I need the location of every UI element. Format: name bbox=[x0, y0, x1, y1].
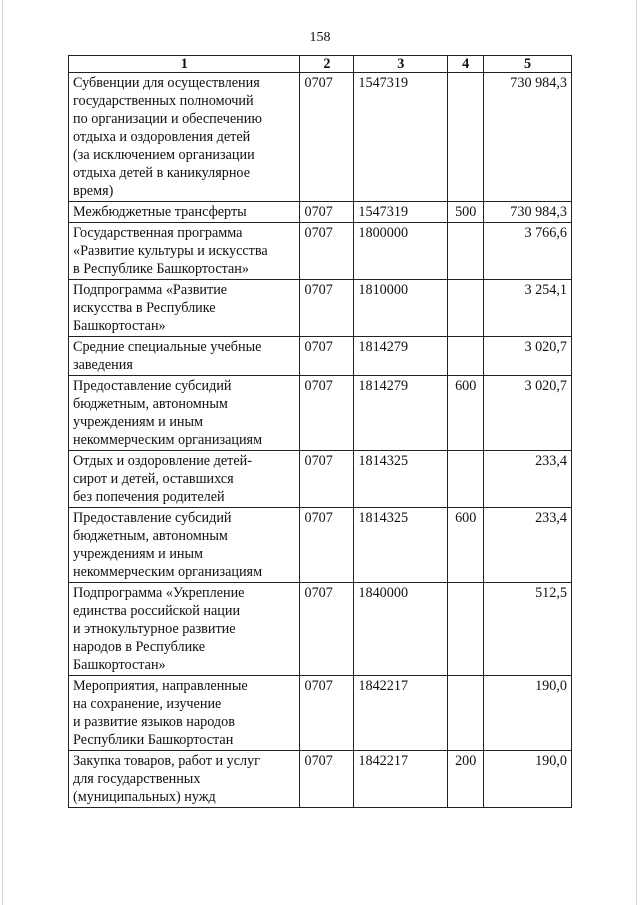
header-cell-5: 5 bbox=[484, 56, 572, 73]
row-target: 1814325 bbox=[354, 451, 448, 508]
table-row bbox=[69, 508, 572, 583]
scan-edge-left bbox=[2, 0, 3, 905]
row-section: 0707 bbox=[300, 202, 354, 223]
table-row bbox=[69, 223, 572, 280]
row-section: 0707 bbox=[300, 73, 354, 202]
header-cell-2: 2 bbox=[300, 56, 354, 73]
row-amount: 3 020,7 bbox=[484, 337, 572, 376]
row-section: 0707 bbox=[300, 223, 354, 280]
row-type bbox=[448, 676, 484, 751]
row-name: Предоставление субсидий бюджетным, автономным учреждениям и иным некоммерческим организациям bbox=[69, 376, 300, 451]
header-cell-4: 4 bbox=[448, 56, 484, 73]
row-name: Подпрограмма «Укрепление единства российской нации и этнокультурное развитие народов в Республике Башкортостан» bbox=[69, 583, 300, 676]
row-section: 0707 bbox=[300, 751, 354, 808]
row-section: 0707 bbox=[300, 280, 354, 337]
table-row bbox=[69, 280, 572, 337]
row-target: 1842217 bbox=[354, 676, 448, 751]
row-target: 1842217 bbox=[354, 751, 448, 808]
row-name: Межбюджетные трансферты bbox=[69, 202, 300, 223]
row-type: 500 bbox=[448, 202, 484, 223]
row-section: 0707 bbox=[300, 676, 354, 751]
scan-edge-right bbox=[636, 0, 637, 905]
row-target: 1547319 bbox=[354, 73, 448, 202]
row-type: 600 bbox=[448, 376, 484, 451]
row-target: 1814279 bbox=[354, 337, 448, 376]
row-amount: 3 254,1 bbox=[484, 280, 572, 337]
table-row bbox=[69, 73, 572, 202]
header-row bbox=[69, 56, 572, 73]
row-target: 1800000 bbox=[354, 223, 448, 280]
row-type bbox=[448, 280, 484, 337]
header-cell-3: 3 bbox=[354, 56, 448, 73]
row-type bbox=[448, 337, 484, 376]
row-amount: 233,4 bbox=[484, 451, 572, 508]
row-name: Отдых и оздоровление детей- сирот и детей, оставшихся без попечения родителей bbox=[69, 451, 300, 508]
budget-table bbox=[68, 55, 572, 808]
row-type bbox=[448, 583, 484, 676]
row-amount: 3 020,7 bbox=[484, 376, 572, 451]
row-name: Мероприятия, направленные на сохранение, изучение и развитие языков народов Республики Башкортостан bbox=[69, 676, 300, 751]
row-section: 0707 bbox=[300, 508, 354, 583]
table-row bbox=[69, 751, 572, 808]
row-amount: 512,5 bbox=[484, 583, 572, 676]
table-row bbox=[69, 451, 572, 508]
row-name: Подпрограмма «Развитие искусства в Республике Башкортостан» bbox=[69, 280, 300, 337]
row-target: 1814325 bbox=[354, 508, 448, 583]
row-name: Закупка товаров, работ и услуг для государственных (муниципальных) нужд bbox=[69, 751, 300, 808]
row-amount: 190,0 bbox=[484, 751, 572, 808]
row-name: Предоставление субсидий бюджетным, автономным учреждениям и иным некоммерческим организациям bbox=[69, 508, 300, 583]
row-section: 0707 bbox=[300, 451, 354, 508]
row-type: 600 bbox=[448, 508, 484, 583]
row-amount: 3 766,6 bbox=[484, 223, 572, 280]
row-section: 0707 bbox=[300, 376, 354, 451]
table-row bbox=[69, 583, 572, 676]
row-target: 1814279 bbox=[354, 376, 448, 451]
row-type: 200 bbox=[448, 751, 484, 808]
row-name: Средние специальные учебные заведения bbox=[69, 337, 300, 376]
row-type bbox=[448, 223, 484, 280]
row-amount: 730 984,3 bbox=[484, 202, 572, 223]
row-name: Государственная программа «Развитие культуры и искусства в Республике Башкортостан» bbox=[69, 223, 300, 280]
row-amount: 730 984,3 bbox=[484, 73, 572, 202]
row-amount: 233,4 bbox=[484, 508, 572, 583]
page-number: 158 bbox=[309, 30, 331, 45]
row-section: 0707 bbox=[300, 583, 354, 676]
table-row bbox=[69, 376, 572, 451]
row-target: 1810000 bbox=[354, 280, 448, 337]
table-row bbox=[69, 202, 572, 223]
row-target: 1547319 bbox=[354, 202, 448, 223]
header-cell-1: 1 bbox=[69, 56, 300, 73]
row-section: 0707 bbox=[300, 337, 354, 376]
row-name: Субвенции для осуществления государственных полномочий по организации и обеспечению отдыха и оздоровления детей (за исключением организации отдыха детей в каникулярное время) bbox=[69, 73, 300, 202]
row-type bbox=[448, 451, 484, 508]
table-row bbox=[69, 337, 572, 376]
row-target: 1840000 bbox=[354, 583, 448, 676]
row-amount: 190,0 bbox=[484, 676, 572, 751]
table-row bbox=[69, 676, 572, 751]
row-type bbox=[448, 73, 484, 202]
